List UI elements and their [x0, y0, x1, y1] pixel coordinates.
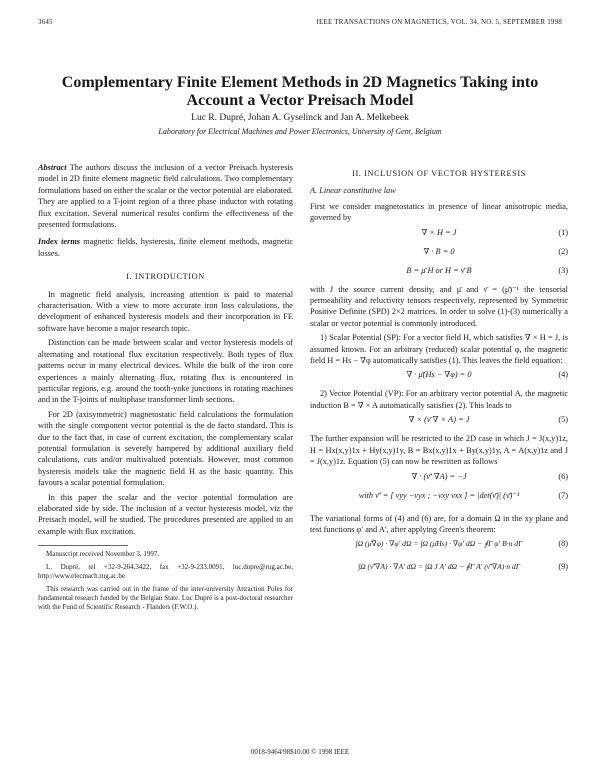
intro-paragraph: For 2D (axisymmetric) magnetostatic field calculations the formulation with the single component vector potential is the de facto standard. This is due to the fact that, in case of current excitation, the complementary scalar potential formulation is severely hampered by additional auxiliary field calculations, cuts and/or multivalued potentials. However, most common hysteresis models take the magnetic field H as the basic quantity. This favours a scalar potential formulation.	[38, 409, 293, 488]
equation-3	[310, 265, 568, 281]
section-heading-vector-hysteresis: II. INCLUSION OF VECTOR HYSTERESIS	[352, 169, 526, 178]
equation-text: ∇ × H = J	[421, 227, 457, 237]
equation-number: (4)	[558, 370, 568, 380]
footnote: Manuscript received November 3, 1997.	[46, 550, 160, 559]
equation-text: ∫Ω (μ̄∇φ) · ∇φ′ dΩ = ∫Ω (μ̄Hs) · ∇φ′ dΩ − ∮Γ φ′ B·n dΓ	[355, 539, 523, 549]
equation-4	[310, 369, 568, 385]
subsection-heading: A. Linear constitutive law	[310, 186, 396, 196]
equation-5	[310, 414, 568, 430]
equation-2	[310, 246, 568, 262]
journal-reference: IEEE TRANSACTIONS ON MAGNETICS, VOL. 34, NO. 5, SEPTEMBER 1998	[316, 18, 562, 26]
paper-title: Complementary Finite Element Methods in 2D Magnetics Taking into Account a Vector Preisach Model	[61, 74, 539, 109]
footnote: This research was carried out in the frame of the inter-university Attraction Poles for fundamental research funded by the Belgian State. Luc Dupré is a post-doctoral researcher with the Fund of Scientific Research - Flanders (F.W.O.).	[38, 585, 293, 612]
index-terms-label: Index terms	[38, 237, 80, 247]
equation-text: ∇ × (ν̄ ∇ × A) = J	[408, 415, 470, 425]
page-number: 3645	[38, 18, 53, 26]
body-paragraph: 1) Scalar Potential (SP): For a vector field H, which satisfies ∇ × H = J, is assumed known. For an arbitrary (reduced) scalar potential φ, the magnetic field H = Hs − ∇φ automatically satisfies (1). This leaves the field equation:	[310, 333, 568, 366]
footnote-rule	[38, 545, 128, 546]
equation-number: (2)	[558, 246, 568, 256]
body-paragraph: The variational forms of (4) and (6) are, for a domain Ω in the xy plane and test functions φ′ and A′, after applying Green's theorem:	[310, 513, 568, 534]
right-column	[310, 162, 568, 584]
intro-paragraph: In this paper the scalar and the vector potential formulation are elaborated side by side. The inclusion of a vector hysteresis model, viz the Preisach model, will be studied. The procedures presented are applied to an example with flux excitation.	[38, 492, 293, 536]
author-list: Luc R. Dupré, Johan A. Gyselinck and Jan A. Melkebeek	[191, 113, 409, 123]
equation-text: B = μ̄ H or H = ν̄ B	[406, 265, 472, 275]
index-terms	[38, 236, 293, 259]
intro-paragraph: In magnetic field analysis, increasing attention is paid to material characterisation. With a view to more accurate iron loss calculations, the development of enhanced hysteresis models and their incorporation in FE software have become a major research topic.	[38, 289, 293, 333]
equation-number: (9)	[558, 562, 568, 572]
section-heading-introduction: I. INTRODUCTION	[126, 272, 205, 282]
abstract	[38, 162, 293, 230]
equation-6	[310, 471, 568, 487]
equation-7	[310, 490, 568, 510]
equation-9	[310, 561, 568, 581]
equation-number: (8)	[558, 539, 568, 549]
equation-number: (5)	[558, 415, 568, 425]
equation-1	[310, 227, 568, 243]
equation-8	[310, 538, 568, 558]
running-header	[38, 18, 562, 30]
footnote: L. Dupré, tel +32-9-264.3422, fax +32-9-233.0091, luc.dupre@rug.ac.be, http://www.elecmach.rug.ac.be	[38, 563, 293, 581]
body-paragraph: First we consider magnetostatics in presence of linear anisotropic media, governed by	[310, 201, 568, 223]
abstract-label: Abstract	[38, 163, 67, 172]
equation-number: (6)	[558, 471, 568, 481]
affiliation: Laboratory for Electrical Machines and Power Electronics, University of Gent, Belgium	[158, 127, 442, 136]
equation-text: ∇ · μ̄(Hs − ∇φ) = 0	[406, 370, 472, 380]
abstract-text: The authors discuss the inclusion of a vector Preisach hysteresis model in 2D finite element magnetic field calculations. Two complementary formulations based on either the scalar or the vector potential are elaborated. They are applied to a T-joint region of a three phase inductor with rotating flux excitation. Several numerical results confirm the effectiveness of the presented formulations.	[38, 163, 293, 230]
equation-number: (3)	[558, 265, 568, 275]
equation-number: (7)	[558, 490, 568, 500]
equation-number: (1)	[558, 227, 568, 237]
body-paragraph: The further expansion will be restricted to the 2D case in which J = J(x,y)1z, H = Hx(x,y)1x + Hy(x,y)1y, B = Bx(x,y)1x + By(x,y)1y, A = A(x,y)1z and J = J(x,y)1z. Equation (5) can now be rewritten as follows	[310, 434, 568, 467]
index-terms-text: magnetic fields, hysteresis, finite element methods, magnetic losses.	[38, 237, 294, 258]
left-column	[38, 162, 293, 612]
copyright-footer: 0018-9464/98$10.00 © 1998 IEEE	[250, 748, 350, 756]
equation-text: ∇ · (ν̄′ ∇A) = −J	[411, 471, 467, 481]
body-paragraph: 2) Vector Potential (VP): For an arbitrary vector potential A, the magnetic induction B = ∇ × A automatically satisfies (2). This leads to	[310, 389, 568, 410]
body-paragraph: with J the source current density, and μ̄ and ν̄ = (μ̄)⁻¹ the tensorial permeability and reluctivity tensors respectively, represented by Symmetric Positive Definite (SPD) 2×2 matrices. In order to solve (1)-(3) numerically a scalar or vector potential is commonly introduced.	[310, 284, 568, 328]
equation-text: ∫Ω (ν̄′∇A) · ∇A′ dΩ = ∫Ω J A′ dΩ − ∮Γ A′ (ν̄′∇A)·n dΓ	[357, 562, 521, 572]
intro-paragraph: Distinction can be made between scalar and vector hysteresis models of alternating and rotational flux excitation respectively. Both types of flux patterns occur in many electrical devices. While the bulk of the iron core experiences a mainly alternating flux, rotating flux is encountered in particular regions, e.g. around the tooth-yoke junctions in rotating machines and in the T-joints of multiphase transformer limb sections.	[38, 338, 293, 405]
equation-text: ∇ · B = 0	[423, 246, 455, 256]
equation-text: with ν̄′ = [ νyy −νyx ; −νxy νxx ] = |det(ν̄)| (ν̄)⁻¹	[358, 490, 520, 500]
